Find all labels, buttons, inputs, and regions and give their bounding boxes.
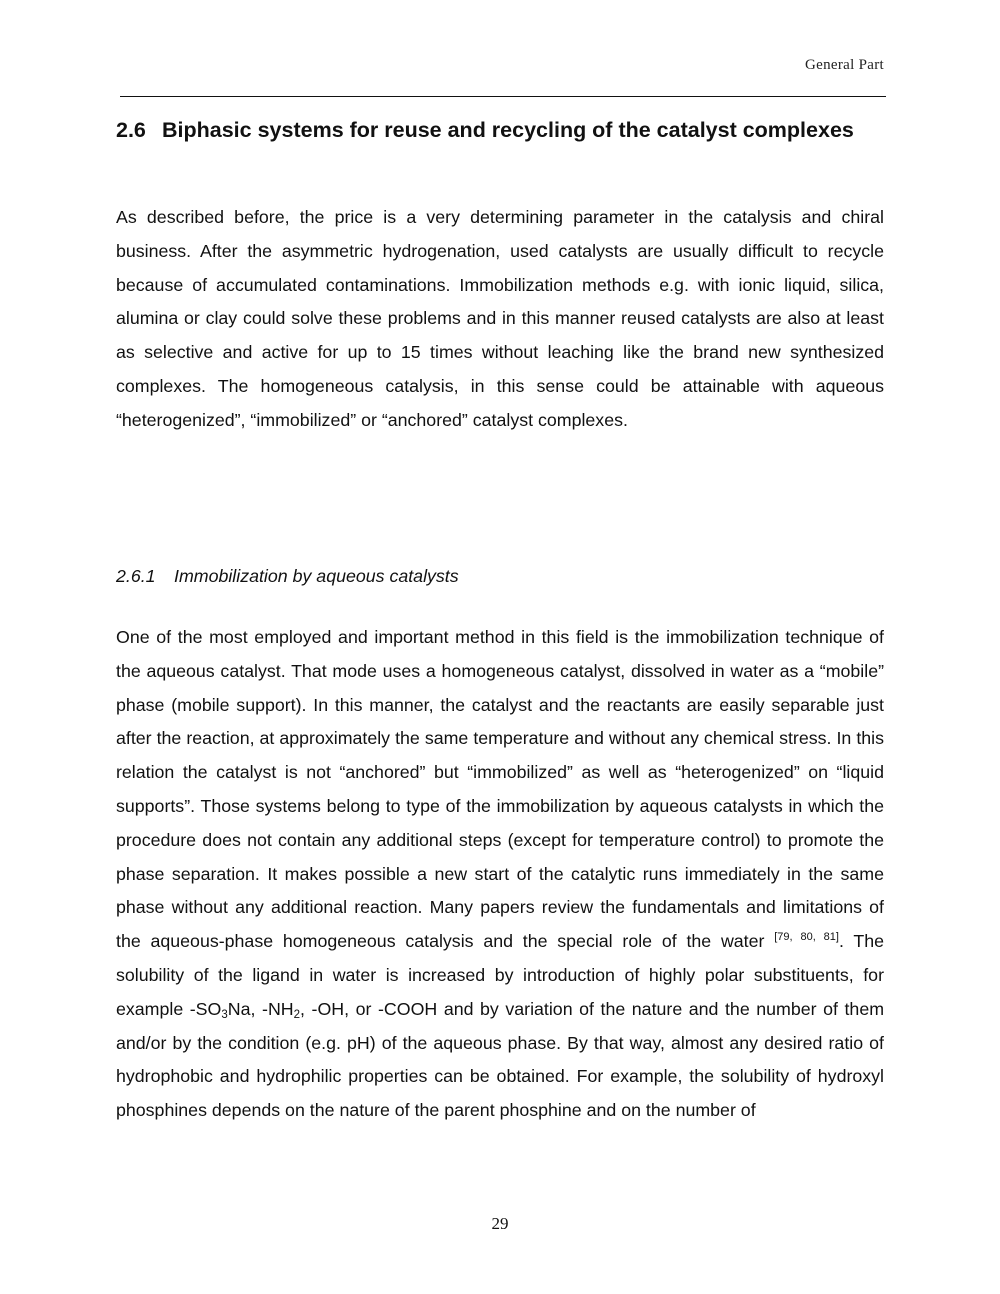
intro-paragraph: As described before, the price is a very determining parameter in the catalysis and chiral business. After the asymmetric hydrogenation, used catalysts are usually difficult to recycle because of accumulated contaminations. Immobilization methods e.g. with ionic liquid, silica, alumina or clay could solve these problems and in this manner reused catalysts are also at least as selective and active for up to 15 times without leaching like the brand new synthesized complexes. The homogeneous catalysis, in this sense could be attainable with aqueous “heterogenized”, “immobilized” or “anchored” catalyst complexes. — [116, 207, 884, 430]
body-text-part-2: . The solubility of the ligand in water is increased by introduction of highly polar substituents, for example -SO — [116, 931, 884, 1019]
body-paragraph — [116, 621, 884, 1128]
section-heading — [116, 117, 886, 143]
header-divider — [120, 96, 886, 97]
body-text-part-3: Na, -NH — [227, 998, 294, 1019]
body-text-part-1: One of the most employed and important method in this field is the immobilization technique of the aqueous catalyst. That mode uses a homogeneous catalyst, dissolved in water as a “mobile” phase (mobile support). In this manner, the catalyst and the reactants are easily separable just after the reaction, at approximately the same temperature and without any chemical stress. In this relation the catalyst is not “anchored” but “immobilized” as well as “heterogenized” on “liquid supports”. Those systems belong to type of the immobilization by aqueous catalysts in which the procedure does not contain any additional steps (except for temperature control) to promote the phase separation. It makes possible a new start of the catalytic runs immediately in the same phase without any additional reaction. Many papers review the fundamentals and limitations of the aqueous-phase homogeneous catalysis and the special role of the water — [116, 627, 884, 952]
chemical-subscript: 3 — [221, 1008, 228, 1021]
subsection-title: Immobilization by aqueous catalysts — [174, 566, 459, 586]
running-header: General Part — [805, 57, 884, 73]
subsection-number: 2.6.1 — [116, 566, 156, 586]
section-title: Biphasic systems for reuse and recycling of the catalyst complexes — [162, 118, 854, 142]
body-text-part-4: , -OH, or -COOH and by variation of the nature and the number of them and/or by the condition (e.g. pH) of the aqueous phase. By that way, almost any desired ratio of hydrophobic and hydrophilic properties can be obtained. For example, the solubility of hydroxyl phosphines depends on the nature of the parent phosphine and on the number of — [116, 998, 885, 1121]
chemical-subscript: 2 — [293, 1008, 301, 1021]
subsection-heading — [116, 563, 459, 589]
citation-reference: [79, 80, 81] — [774, 931, 839, 944]
section-number: 2.6 — [116, 118, 146, 142]
page-number: 29 — [491, 1214, 509, 1233]
